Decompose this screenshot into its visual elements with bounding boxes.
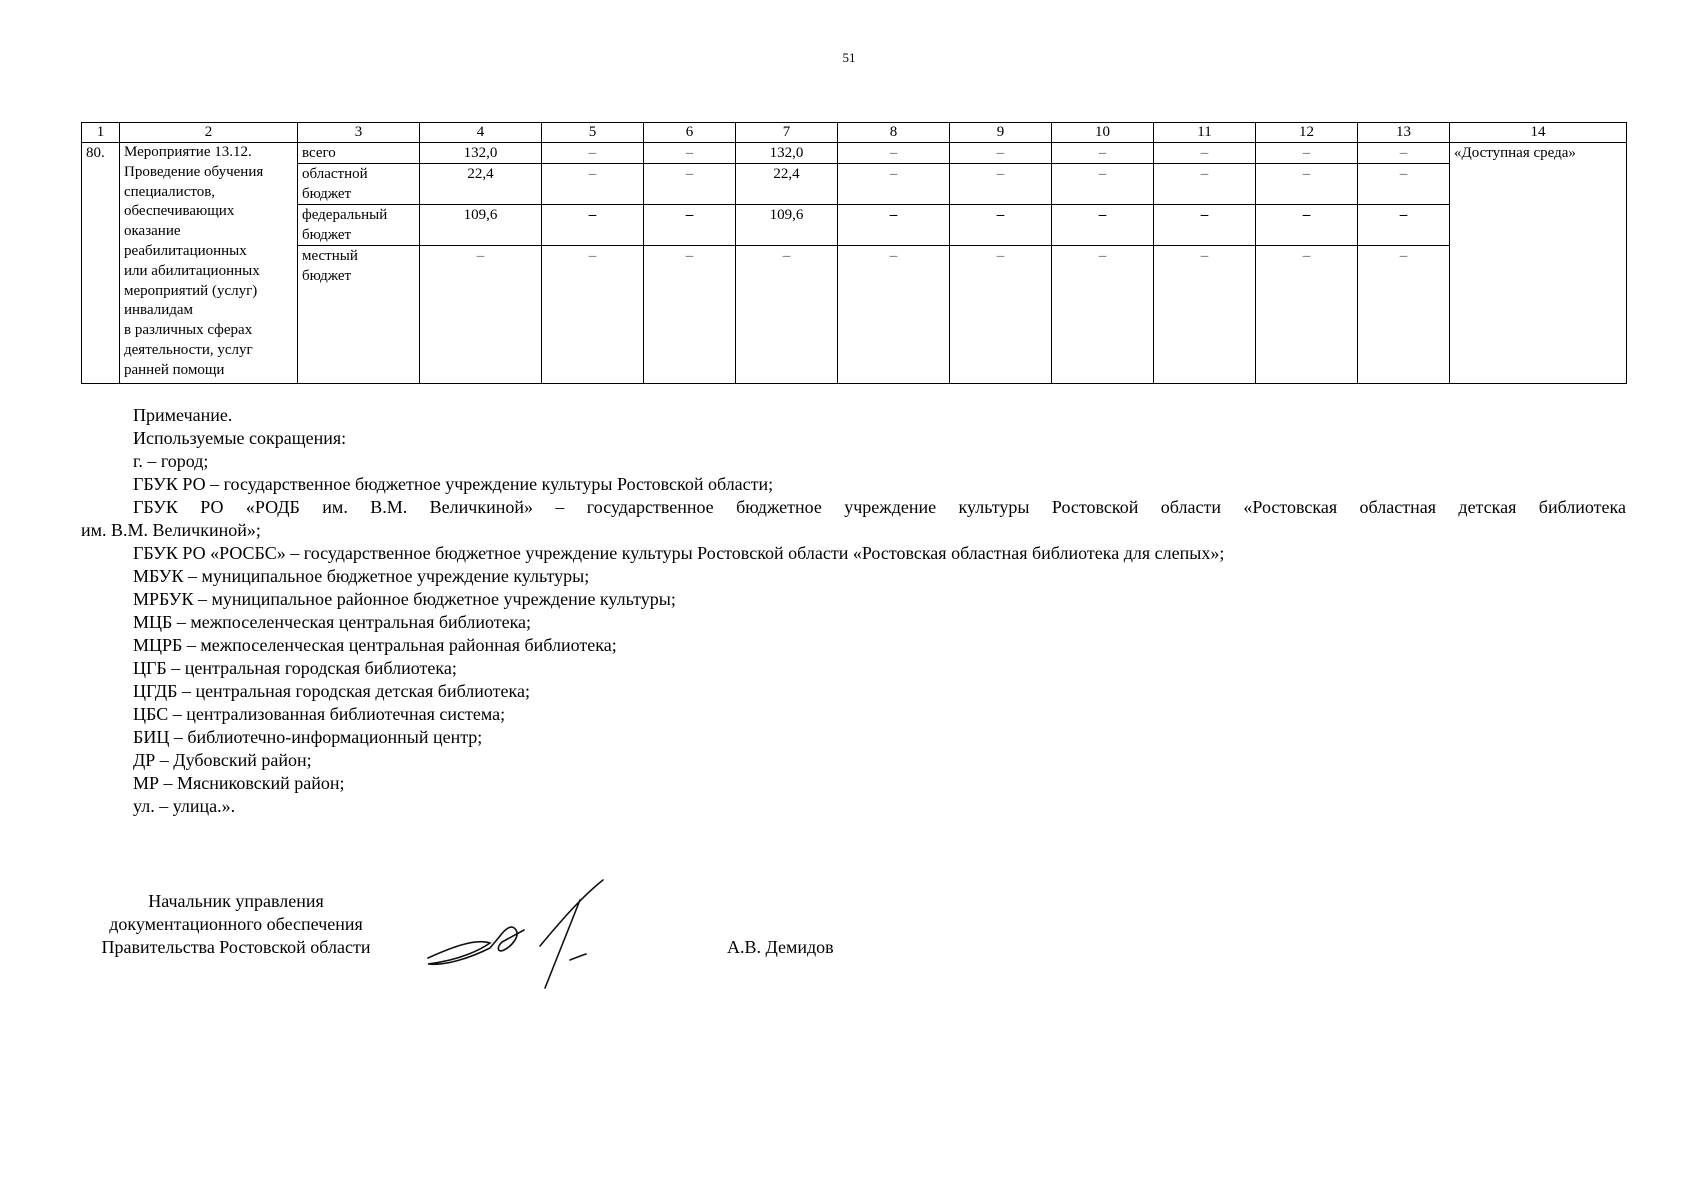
table-row (82, 246, 1627, 384)
col-header: 4 (420, 123, 542, 143)
col-header: 7 (736, 123, 838, 143)
value-cell: – (1256, 164, 1358, 205)
event-description (120, 143, 298, 384)
note-line: БИЦ – библиотечно-информационный центр; (133, 727, 483, 747)
note-line: г. – город; (133, 451, 209, 471)
source-label (298, 205, 420, 246)
note-line: МЦРБ – межпоселенческая центральная районная библиотека; (133, 635, 617, 655)
value-cell: 132,0 (736, 143, 838, 164)
value-cell: – (1154, 143, 1256, 164)
value-cell: – (950, 205, 1052, 246)
col-header: 6 (644, 123, 736, 143)
note-line: ул. – улица.». (133, 796, 236, 816)
value-cell: – (1052, 164, 1154, 205)
row-number: 80. (82, 143, 120, 384)
source-label-line: федеральный (302, 207, 388, 223)
note-line: ЦБС – централизованная библиотечная система; (133, 704, 506, 724)
program-name: «Доступная среда» (1450, 143, 1627, 384)
col-header: 3 (298, 123, 420, 143)
value-cell: – (542, 205, 644, 246)
col-header: 12 (1256, 123, 1358, 143)
value-cell: – (1256, 205, 1358, 246)
col-header: 2 (120, 123, 298, 143)
note-line: ГБУК РО – государственное бюджетное учреждение культуры Ростовской области; (133, 474, 774, 494)
value-cell: – (1358, 164, 1450, 205)
value-cell: – (644, 246, 736, 384)
value-cell: – (1358, 246, 1450, 384)
note-line: МРБУК – муниципальное районное бюджетное учреждение культуры; (133, 589, 676, 609)
value-cell: 109,6 (736, 205, 838, 246)
col-header: 11 (1154, 123, 1256, 143)
value-cell: – (1358, 143, 1450, 164)
source-label-line: бюджет (302, 227, 352, 243)
notes-section (81, 404, 1626, 818)
value-cell: – (950, 143, 1052, 164)
event-line: инвалидам (124, 302, 194, 319)
page-number: 51 (842, 50, 856, 65)
value-cell: – (420, 246, 542, 384)
value-cell: 22,4 (420, 164, 542, 205)
col-header: 9 (950, 123, 1052, 143)
value-cell: – (838, 246, 950, 384)
position-line: Начальник управления (148, 891, 324, 911)
col-header: 14 (1450, 123, 1627, 143)
value-cell: – (950, 246, 1052, 384)
value-cell: – (736, 246, 838, 384)
value-cell: 132,0 (420, 143, 542, 164)
note-heading: Примечание. (133, 405, 233, 425)
value-cell: – (1052, 143, 1154, 164)
budget-table (81, 122, 1627, 384)
signatory-position (81, 890, 391, 959)
source-label (298, 164, 420, 205)
value-cell: – (1154, 246, 1256, 384)
value-cell: 109,6 (420, 205, 542, 246)
table-row (82, 164, 1627, 205)
signatory-name: А.В. Демидов (727, 937, 834, 957)
value-cell: – (838, 143, 950, 164)
col-header: 10 (1052, 123, 1154, 143)
note-line: Используемые сокращения: (133, 428, 347, 448)
source-label (298, 246, 420, 384)
table-row (82, 143, 1627, 164)
value-cell: – (1052, 246, 1154, 384)
note-line: МБУК – муниципальное бюджетное учреждение культуры; (133, 566, 590, 586)
event-line: ранней помощи (124, 361, 225, 378)
note-line: ГБУК РО «РОСБС» – государственное бюджетное учреждение культуры Ростовской области «Ростовская областная библиотека для слепых»; (133, 543, 1225, 563)
value-cell: – (838, 164, 950, 205)
table-row (82, 205, 1627, 246)
value-cell: – (1256, 246, 1358, 384)
event-line: в различных сферах (124, 322, 253, 339)
source-label: всего (298, 143, 420, 164)
value-cell: – (542, 164, 644, 205)
event-line: или абилитационных (124, 262, 260, 279)
value-cell: – (1154, 164, 1256, 205)
note-line: ЦГБ – центральная городская библиотека; (133, 658, 457, 678)
value-cell: – (838, 205, 950, 246)
position-line: документационного обеспечения (109, 914, 363, 934)
note-line: МЦБ – межпоселенческая центральная библиотека; (133, 612, 532, 632)
value-cell: – (644, 143, 736, 164)
note-line-continuation: им. В.М. Величкиной»; (81, 520, 261, 540)
event-line: Проведение обучения (124, 163, 264, 180)
col-header: 8 (838, 123, 950, 143)
col-header: 5 (542, 123, 644, 143)
col-header: 13 (1358, 123, 1450, 143)
value-cell: – (644, 164, 736, 205)
value-cell: – (950, 164, 1052, 205)
source-label-line: областной (302, 166, 368, 182)
note-line: МР – Мясниковский район; (133, 773, 345, 793)
col-header: 1 (82, 123, 120, 143)
event-line: реабилитационных (124, 242, 247, 259)
handwritten-signature (420, 878, 620, 993)
event-line: оказание (124, 223, 181, 240)
value-cell: – (542, 143, 644, 164)
source-label-line: местный (302, 248, 358, 264)
note-line: ДР – Дубовский район; (133, 750, 312, 770)
event-line: Мероприятие 13.12. (124, 144, 252, 160)
value-cell: – (1358, 205, 1450, 246)
value-cell: 22,4 (736, 164, 838, 205)
note-line: ГБУК РО «РОДБ им. В.М. Величкиной» – государственное бюджетное учреждение культуры Ростовской области «Ростовская областная детская библиотека (133, 497, 1626, 517)
value-cell: – (644, 205, 736, 246)
value-cell: – (1052, 205, 1154, 246)
value-cell: – (1256, 143, 1358, 164)
source-label-line: бюджет (302, 186, 352, 202)
value-cell: – (1154, 205, 1256, 246)
event-line: обеспечивающих (124, 203, 235, 220)
column-number-row (82, 123, 1627, 143)
event-line: мероприятий (услуг) (124, 282, 258, 299)
value-cell: – (542, 246, 644, 384)
source-label-line: бюджет (302, 268, 352, 284)
event-line: специалистов, (124, 183, 216, 200)
note-line: ЦГДБ – центральная городская детская библиотека; (133, 681, 530, 701)
position-line: Правительства Ростовской области (101, 937, 371, 957)
event-line: деятельности, услуг (124, 341, 253, 358)
